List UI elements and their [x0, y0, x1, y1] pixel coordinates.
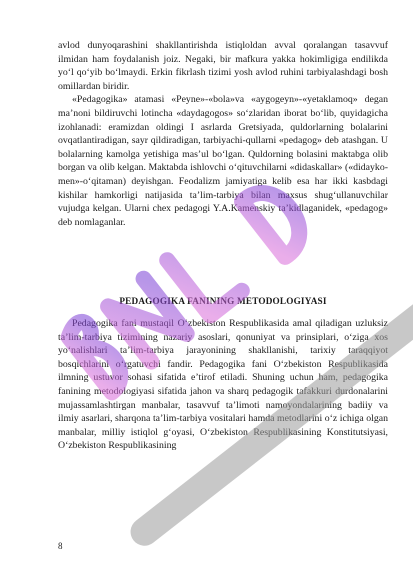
page-number: 8	[58, 541, 63, 551]
paragraph: «Pedagogika» atamasi «Peyne»-«bola»va «aygogeyn»-«yetaklamoq» degan ma’noni bildiruvchi lotincha «daydagogos» so‘zlaridan iborat bo‘lib, quyidagicha izohlanadi: eramizdan oldingi I asrlarda Gretsiyada, quldorlarning bolalarini ovqatlantiradigan, sayr qildiradigan, tarbiyachi-qullarni «pedagog» deb atashgan. U bolalarning kamolga yetishiga mas’ul bo‘lgan. Quldorning bolasini maktabga olib borgan va olib kelgan. Maktabda ishlovchi o‘qituvchilarni «didaskallar» («didayko-men»-o‘qitaman) deyishgan. Feodalizm jamiyatiga kelib esa har ikki kasbdagi kishilar hamkorligi natijasida ta’lim-tarbiya bilan maxsus shug‘ullanuvchilar vujudga kelgan. Ularni chex pedagogi Y.A.Kamenskiy ta’kidlaganidek, «pedagog» deb nomlaganlar.	[58, 94, 388, 228]
paragraph: avlod dunyoqarashini shakllantirishda istiqloldan avval qoralangan tasavvuf ilmidan ham foydalanish joiz. Negaki, bir mafkura yakka hokimligiga endilikda yo‘l qo‘yib bo‘lmaydi. Erkin fikrlash tizimi yosh avlod ruhini tarbiyalashdagi bosh omillardan biridir.	[58, 40, 388, 92]
section-heading: PEDAGOGIKA FANINING METODOLOGIYASI	[119, 296, 327, 306]
body-text-top	[58, 39, 388, 229]
paragraph: Pedagogika fani mustaqil O‘zbekiston Respublikasida amal qiladigan uzluksiz ta’lim-tarbiya tizimining nazariy asoslari, qonuniyat va prinsiplari, o‘ziga xos yo‘nalishlari ta’lim-tarbiya jarayonining shakllanishi, tarixiy taraqqiyot bosqichlarini o‘rgatuvchi fandir. Pedagogika fani O‘zbekiston Respublikasida ilmning ustuvor sohasi sifatida e’tirof etiladi. Shuning uchun ham, pedagogika fanining metodologiyasi sifatida jahon va sharq pedagogik tafakkuri durdonalarini mujassamlashtirgan manbalar, tasavvuf ta’limoti namoyondalarining badiiy va ilmiy asarlari, sharqona ta’lim-tarbiya vositalari hamda metodlarini o‘z ichiga olgan manbalar, milliy istiqlol g‘oyasi, O‘zbekiston Respublikasining Konstitutsiyasi, O‘zbekiston Respublikasining	[58, 318, 388, 452]
body-text-bottom	[58, 317, 388, 453]
